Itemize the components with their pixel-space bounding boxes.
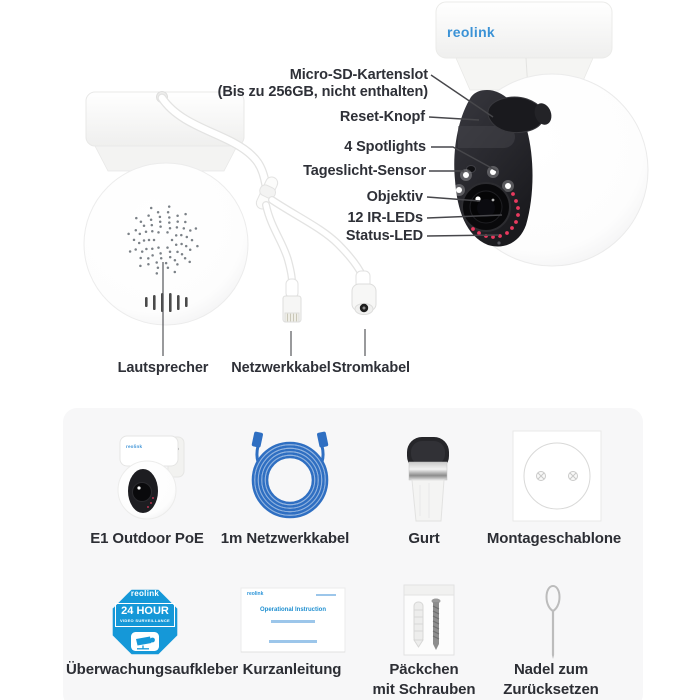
- package-label-needle-line1: Nadel zum: [513, 661, 589, 678]
- status-led: [497, 241, 500, 244]
- callout-sd-line2: (Bis zu 256GB, nicht enthalten): [217, 84, 428, 100]
- camera-rear-view: [84, 92, 248, 326]
- sticker-camera-glyph: [131, 632, 159, 651]
- callout-reset: Reset-Knopf: [339, 109, 425, 125]
- callout-spotlights: 4 Spotlights: [344, 139, 426, 155]
- sticker-video-surveillance: VIDEO SURVEILLANCE: [120, 618, 170, 623]
- mini-camera-logo: reolink: [126, 444, 143, 449]
- camera-front-view: [436, 2, 648, 266]
- mounting-template-icon: [513, 431, 601, 521]
- lens: [462, 183, 510, 231]
- manual-footer-line: [269, 640, 317, 643]
- callout-daylight-sensor: Tageslicht-Sensor: [303, 163, 426, 179]
- callout-power-cable: Stromkabel: [332, 360, 410, 376]
- package-label-network-cable: 1m Netzwerkkabel: [220, 530, 350, 547]
- package-label-needle: [503, 660, 599, 700]
- package-label-strap: Gurt: [408, 530, 440, 547]
- package-label-camera: E1 Outdoor PoE: [90, 530, 204, 547]
- callout-sd-slot: [218, 67, 428, 101]
- sticker-brand: reolink: [130, 589, 160, 598]
- wall-anchor: [414, 602, 423, 647]
- reolink-logo: reolink: [447, 24, 496, 40]
- package-label-screws-line2: mit Schrauben: [372, 681, 476, 698]
- screw-pack-icon: [404, 585, 454, 655]
- callout-ir-leds: 12 IR-LEDs: [347, 210, 423, 226]
- package-label-needle-line2: Zurücksetzen: [503, 681, 599, 698]
- package-label-sticker: Überwachungsaufkleber: [65, 661, 239, 678]
- callout-network-cable: Netzwerkkabel: [231, 360, 331, 376]
- callout-sd-line1: Micro-SD-Kartenslot: [289, 67, 428, 83]
- power-connector: [352, 271, 376, 315]
- callout-lens: Objektiv: [366, 189, 423, 205]
- package-label-screws: [373, 660, 476, 700]
- manual-brand: reolink: [247, 591, 264, 597]
- manual-header-line: [316, 594, 336, 596]
- package-label-guide: Kurzanleitung: [242, 661, 342, 678]
- package-label-screws-line1: Päckchen: [389, 661, 459, 678]
- manual-title: Operational Instruction: [259, 607, 326, 613]
- callout-speaker: Lautsprecher: [117, 360, 209, 376]
- sticker-24-hour: 24 HOUR: [121, 605, 169, 617]
- callout-status-led: Status-LED: [345, 228, 423, 244]
- manual-subtitle-line: [271, 620, 315, 623]
- sticker-text-box: [115, 603, 175, 627]
- network-connector: [283, 279, 301, 322]
- package-label-template: Montageschablone: [486, 530, 622, 547]
